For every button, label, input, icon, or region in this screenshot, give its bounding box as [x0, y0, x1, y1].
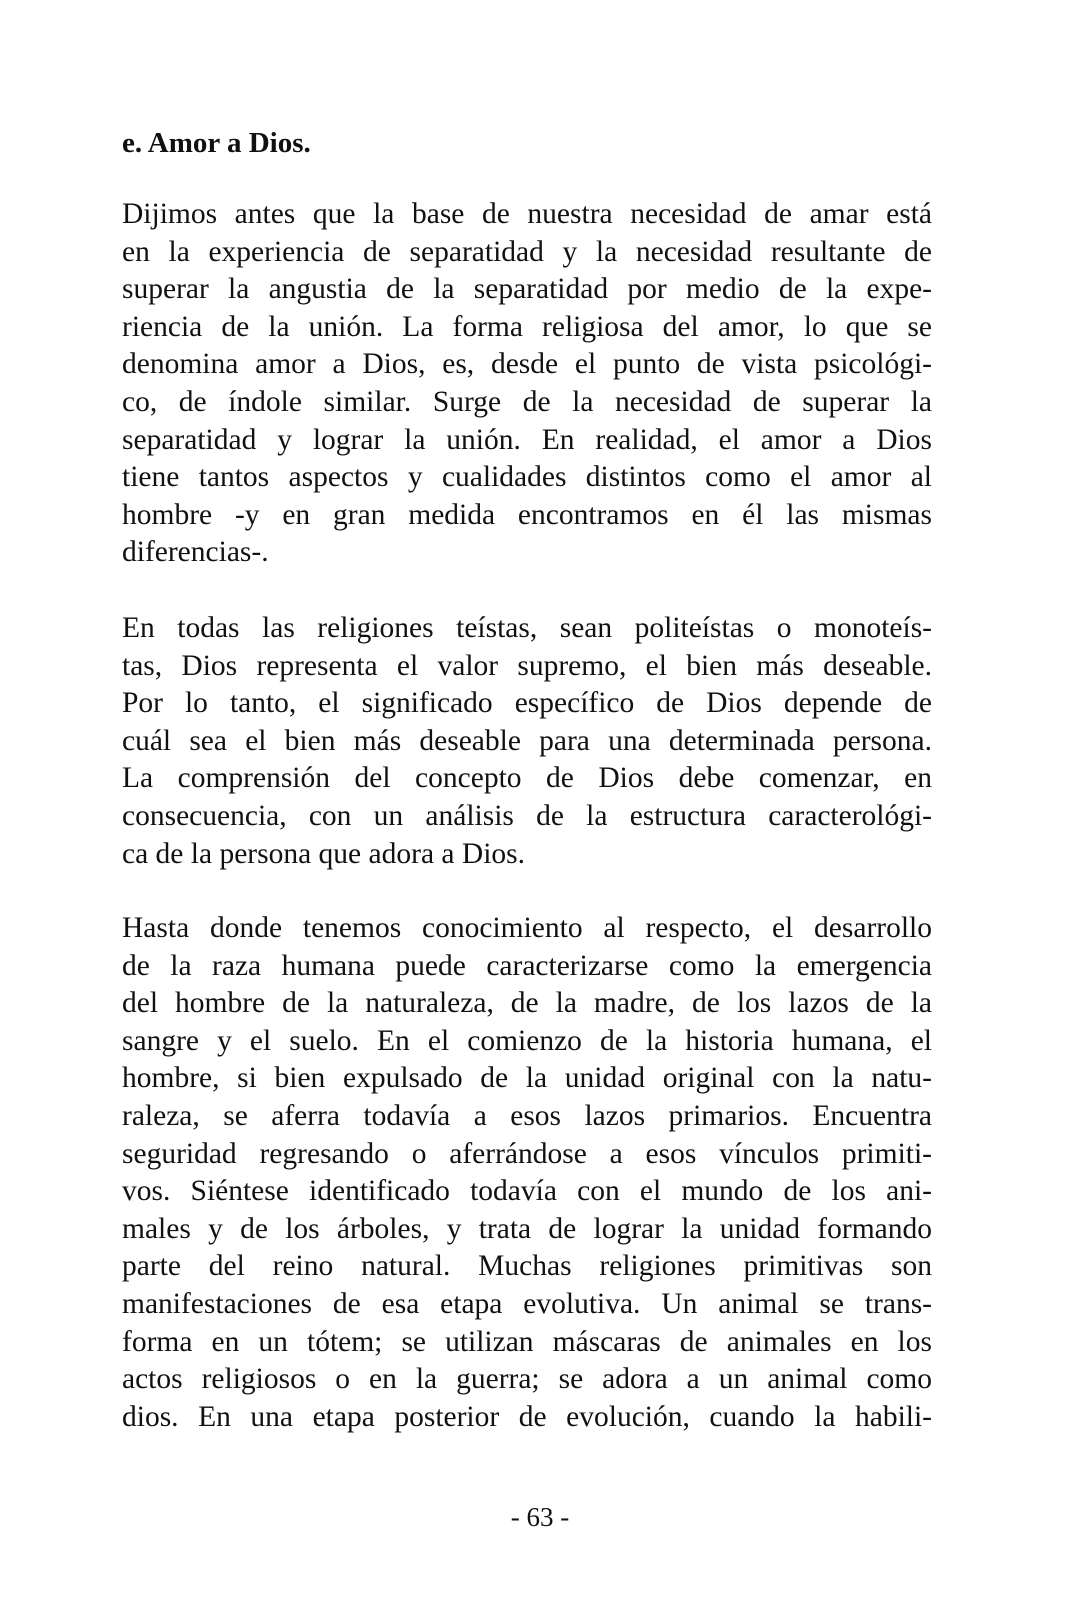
text-line: manifestaciones de esa etapa evolutiva. Un animal se trans-	[122, 1287, 932, 1320]
text-line: consecuencia, con un análisis de la estructura caracterológi-	[122, 799, 932, 832]
text-line: tiene tantos aspectos y cualidades distintos como el amor al	[122, 461, 932, 494]
text-line: de la raza humana puede caracterizarse como la emergencia	[122, 949, 932, 982]
text-line: La comprensión del concepto de Dios debe comenzar, en	[122, 762, 932, 795]
text-line: dios. En una etapa posterior de evolución, cuando la habili-	[122, 1400, 932, 1433]
text-line: co, de índole similar. Surge de la necesidad de superar la	[122, 385, 932, 418]
text-line: Por lo tanto, el significado específico de Dios depende de	[122, 687, 932, 720]
text-line: diferencias-.	[122, 536, 269, 569]
text-line: Dijimos antes que la base de nuestra necesidad de amar está	[122, 198, 932, 230]
paragraph-3	[122, 910, 932, 1436]
paragraph-1	[122, 196, 932, 572]
text-line: ca de la persona que adora a Dios.	[122, 837, 525, 870]
text-line: denomina amor a Dios, es, desde el punto de vista psicológi-	[122, 348, 932, 381]
text-line: forma en un tótem; se utilizan máscaras de animales en los	[122, 1325, 932, 1358]
text-line: vos. Siéntese identificado todavía con el mundo de los ani-	[122, 1175, 932, 1208]
text-line: sangre y el suelo. En el comienzo de la historia humana, el	[122, 1024, 932, 1057]
text-line: hombre, si bien expulsado de la unidad original con la natu-	[122, 1062, 932, 1095]
text-line: del hombre de la naturaleza, de la madre, de los lazos de la	[122, 987, 932, 1020]
text-line: males y de los árboles, y trata de lograr la unidad formando	[122, 1212, 932, 1245]
page-number: - 63 -	[510, 1502, 570, 1532]
text-line: separatidad y lograr la unión. En realidad, el amor a Dios	[122, 423, 932, 456]
text-line: actos religiosos o en la guerra; se adora a un animal como	[122, 1363, 932, 1396]
text-line: en la experiencia de separatidad y la necesidad resultante de	[122, 235, 932, 268]
text-line: riencia de la unión. La forma religiosa del amor, lo que se	[122, 310, 932, 343]
section-heading: e. Amor a Dios.	[122, 127, 311, 159]
text-line: seguridad regresando o aferrándose a esos vínculos primiti-	[122, 1137, 932, 1170]
text-line: parte del reino natural. Muchas religiones primitivas son	[122, 1250, 932, 1283]
text-line: hombre -y en gran medida encontramos en él las mismas	[122, 498, 932, 531]
text-line: Hasta donde tenemos conocimiento al respecto, el desarrollo	[122, 912, 932, 944]
text-line: En todas las religiones teístas, sean politeístas o monoteís-	[122, 612, 932, 644]
text-line: tas, Dios representa el valor supremo, el bien más deseable.	[122, 649, 932, 682]
paragraph-2	[122, 610, 932, 873]
text-line: superar la angustia de la separatidad por medio de la expe-	[122, 273, 932, 306]
text-line: cuál sea el bien más deseable para una determinada persona.	[122, 724, 932, 757]
text-line: raleza, se aferra todavía a esos lazos primarios. Encuentra	[122, 1099, 932, 1132]
